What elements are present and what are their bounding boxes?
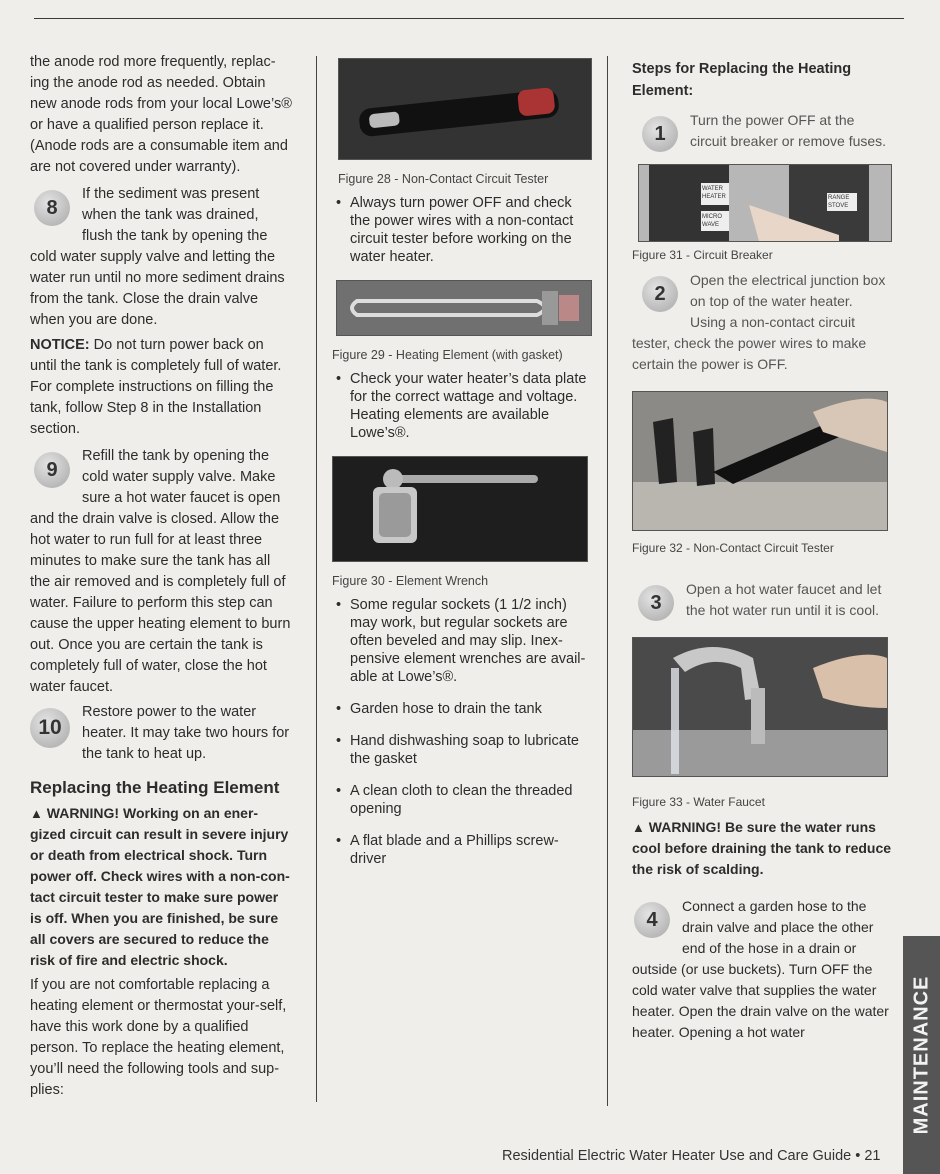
step-9 [30, 446, 292, 698]
breaker-label-water-heater: WATER HEATER [702, 186, 726, 200]
heating-element-image [337, 281, 591, 335]
step-4 [632, 896, 892, 1043]
warning-block [30, 803, 292, 971]
figure-28-caption: Figure 28 - Non-Contact Circuit Tester [338, 172, 549, 186]
circuit-tester-image [339, 59, 591, 159]
step-8 [30, 184, 292, 331]
steps-heading: Steps for Replacing the Heating Element: [632, 61, 852, 99]
step-number-badge: 9 [34, 452, 70, 488]
column-2 [332, 58, 594, 882]
warning-block [632, 817, 892, 880]
intro-text: the anode rod more frequently, replac-ing the anode rod as needed. Obtain new anode rods from your local Lowe’s® or have a qualified person replace it. (Anode rods are a consumable item and are not covered under warranty). [30, 54, 292, 175]
list-item: • Always turn power OFF and check the power wires with a non-contact circuit tester before working on the water heater. [332, 194, 594, 266]
step-2 [632, 270, 892, 375]
warning-text: WARNING! Working on an ener-gized circuit can result in severe injury or death from electrical shock. Turn power off. Check wires with a non-con-tact circuit tester to make sure power is off. When you are finished, be sure all covers are secured to reduce the risk of fire and electric shock. [30, 805, 290, 968]
list-item: • A flat blade and a Phillips screw-driver [332, 832, 594, 868]
step-number-badge: 8 [34, 190, 70, 226]
tools-list [332, 596, 594, 868]
figure-32-caption: Figure 32 - Non-Contact Circuit Tester [632, 541, 834, 555]
column-divider-1 [316, 56, 317, 1102]
warning-text: WARNING! Be sure the water runs cool before draining the tank to reduce the risk of scalding. [632, 819, 892, 877]
section-heading: Replacing the Heating Element [30, 778, 280, 797]
closing-text: If you are not comfortable replacing a heating element or thermostat your-self, have this work done by a qualified person. To replace the heating element, you’ll need the following tools and sup-plies: [30, 977, 287, 1098]
step-10-text: Restore power to the water heater. It may take two hours for the tank to heat up. [82, 704, 290, 762]
top-rule [34, 18, 904, 19]
side-tab-label: MAINTENANCE [910, 975, 932, 1135]
page-footer: Residential Electric Water Heater Use and Care Guide • 21 [502, 1148, 881, 1164]
tester-on-wires-image [633, 392, 887, 530]
notice-label: NOTICE: [30, 337, 90, 353]
figure-29-photo [336, 280, 592, 336]
figure-33-caption: Figure 33 - Water Faucet [632, 795, 765, 809]
figure-31-caption: Figure 31 - Circuit Breaker [632, 248, 773, 262]
figure-32-photo [632, 391, 888, 531]
list-item: • Garden hose to drain the tank [332, 700, 594, 718]
fig29-bullets [332, 370, 594, 442]
notice [30, 335, 292, 440]
column-1 [30, 52, 292, 1101]
column-divider-2 [607, 56, 608, 1106]
column-3 [632, 58, 892, 1047]
step-3 [632, 579, 892, 621]
fig28-bullets [332, 194, 594, 266]
figure-33-photo [632, 637, 888, 777]
step-number-badge: 1 [642, 116, 678, 152]
step-2-text: Open the electrical junction box on top of the water heater. Using a non-contact circuit tester, check the power wires to make certain the power is OFF. [632, 272, 886, 372]
breaker-label-microwave: MICRO WAVE [702, 214, 722, 228]
step-3-text: Open a hot water faucet and let the hot water run until it is cool. [686, 581, 882, 618]
step-8-text: If the sediment was present when the tank was drained, flush the tank by opening the cold water supply valve and letting the water run until no more sediment drains from the tank. Close the drain valve when you are done. [30, 186, 285, 328]
water-faucet-image [633, 638, 887, 776]
list-item: • Hand dishwashing soap to lubricate the gasket [332, 732, 594, 768]
figure-31-photo [638, 164, 892, 242]
warning-triangle-icon: ▲ [30, 806, 43, 821]
step-10 [30, 702, 292, 765]
section-side-tab [903, 936, 940, 1174]
element-wrench-image [333, 457, 587, 561]
notice-text: Do not turn power back on until the tank is completely full of water. For complete instructions on filling the tank, follow Step 8 in the Installation section. [30, 337, 282, 437]
step-number-badge: 4 [634, 902, 670, 938]
step-1 [632, 110, 892, 152]
step-number-badge: 2 [642, 276, 678, 312]
step-number-badge: 3 [638, 585, 674, 621]
list-item: • Check your water heater’s data plate for the correct wattage and voltage. Heating elements are available Lowe’s®. [332, 370, 594, 442]
step-9-text: Refill the tank by opening the cold water supply valve. Make sure a hot water faucet is open and the drain valve is closed. Allow the hot water to run full for at least three minutes to make sure the tank has all the air removed and is completely full of water. Failure to perform this step can cause the upper heating element to burn out. Once you are certain the tank is completely full of water, close the hot water faucet. [30, 448, 291, 695]
list-item: • A clean cloth to clean the threaded opening [332, 782, 594, 818]
figure-30-caption: Figure 30 - Element Wrench [332, 574, 489, 588]
figure-28-photo [338, 58, 592, 160]
step-number-badge: 10 [30, 708, 70, 748]
step-4-text: Connect a garden hose to the drain valve and place the other end of the hose in a drain or outside (or use buckets). Turn OFF the cold water valve that supplies the water heater. Open the drain valve on the water heater. Opening a hot water [632, 898, 889, 1040]
breaker-label-range-stove: RANGE STOVE [828, 195, 850, 209]
list-item: • Some regular sockets (1 1/2 inch) may work, but regular sockets are often beveled and may slip. Inex-pensive element wrenches are avail-able at Lowe’s®. [332, 596, 594, 686]
figure-30-photo [332, 456, 588, 562]
step-1-text: Turn the power OFF at the circuit breaker or remove fuses. [690, 112, 887, 149]
figure-29-caption: Figure 29 - Heating Element (with gasket) [332, 348, 563, 362]
warning-triangle-icon: ▲ [632, 820, 645, 835]
